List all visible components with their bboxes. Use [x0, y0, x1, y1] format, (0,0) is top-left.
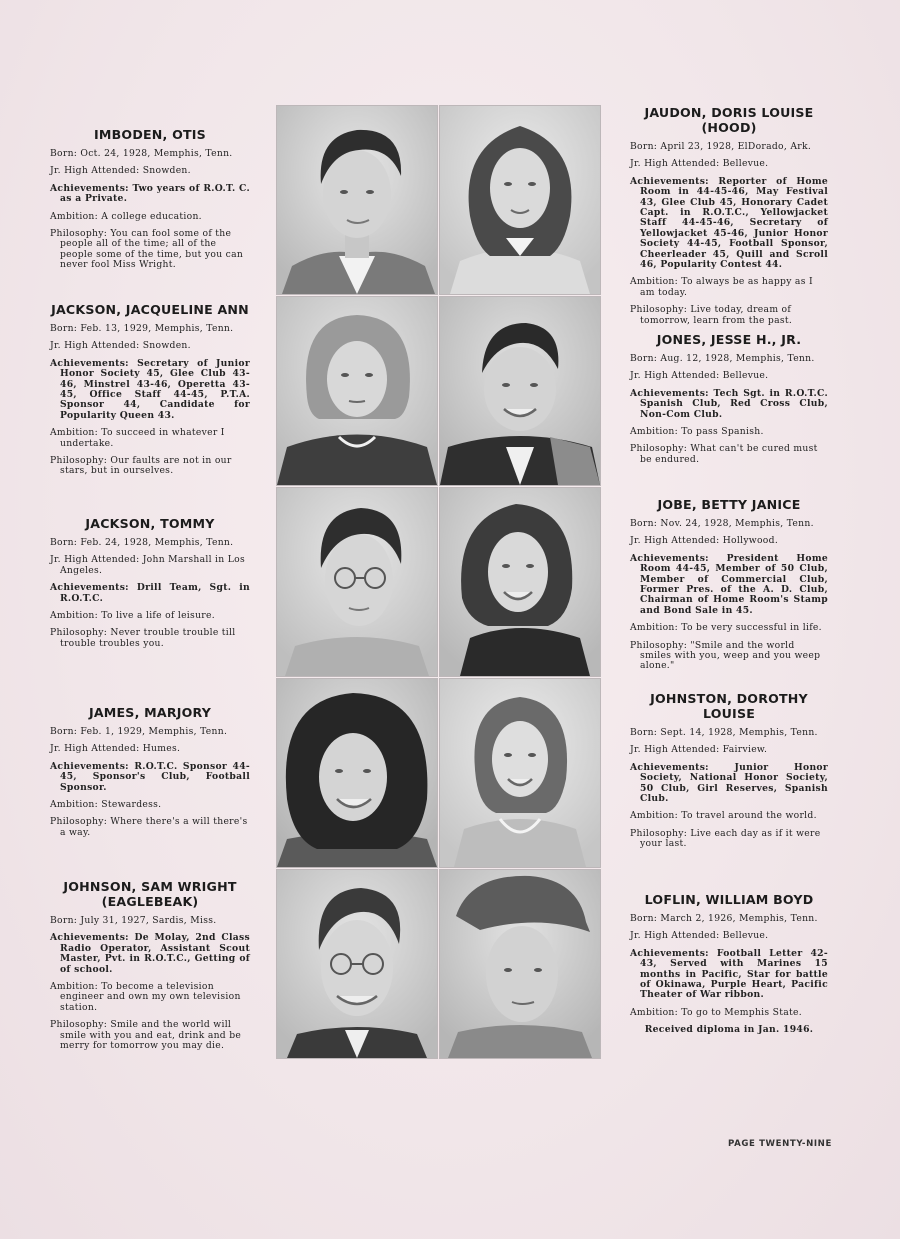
philosophy-line: Philosophy: What can't be cured must be endured.: [630, 443, 818, 465]
achievements-line: Achievements: Football Letter 42-43, Served with Marines 15 months in Pacific, Star for battle of Okinawa, Purple Heart, Pacific Theater of War ribbon.: [630, 947, 828, 1001]
portrait-photo: [439, 678, 601, 868]
ambition-line: Ambition: To become a television engineer and own my own television station.: [50, 981, 241, 1013]
philosophy-line: Philosophy: Our faults are not in our stars, but in ourselves.: [50, 455, 232, 477]
ambition-line: Ambition: To be very successful in life.: [630, 622, 822, 634]
philosophy-line: Philosophy: Smile and the world will smile with you and eat, drink and be merry for tomorrow you may die.: [50, 1019, 242, 1052]
achievements-line: Achievements: Junior Honor Society, National Honor Society, 50 Club, Girl Reserves, Spanish Club.: [630, 761, 828, 805]
philosophy-line: Philosophy: You can fool some of the people all of the time; all of the people some of the time, but you can never fool Miss Wright.: [50, 228, 244, 271]
ambition-line: Ambition: To live a life of leisure.: [50, 610, 215, 622]
student-entry-jackson-tommy: [50, 516, 250, 656]
student-name: JAUDON, DORIS LOUISE (HOOD): [644, 105, 814, 135]
portrait-photo: [276, 869, 438, 1059]
student-name: JAMES, MARJORY: [88, 705, 212, 720]
student-entry-johnston: [630, 691, 828, 857]
jr-high-line: Jr. High Attended: Bellevue.: [630, 370, 769, 382]
ambition-line: Ambition: To succeed in whatever I undertake.: [50, 427, 225, 449]
achievements-line: Achievements: Two years of R.O.T. C. as a Private.: [50, 182, 250, 205]
ambition-line: Ambition: To pass Spanish.: [630, 426, 764, 438]
ambition-line: Ambition: To travel around the world.: [630, 810, 817, 822]
born-line: Born: Aug. 12, 1928, Memphis, Tenn.: [630, 353, 815, 364]
portrait-photo: [276, 487, 438, 677]
philosophy-line: Philosophy: Live today, dream of tomorrow, learn from the past.: [630, 304, 793, 326]
student-entry-johnson: [50, 879, 250, 1058]
student-entry-imboden: [50, 127, 250, 278]
student-entry-jones: [630, 332, 828, 472]
achievements-line: Achievements: R.O.T.C. Sponsor 44-45, Sponsor's Club, Football Sponsor.: [50, 760, 250, 793]
achievements-line: Achievements: Tech Sgt. in R.O.T.C. Spanish Club, Red Cross Club, Non-Com Club.: [630, 387, 828, 420]
student-entry-jackson-jacqueline: [50, 302, 250, 484]
student-entry-jobe: [630, 497, 828, 679]
philosophy-line: Philosophy: Live each day as if it were your last.: [630, 827, 821, 850]
born-line: Born: Feb. 13, 1929, Memphis, Tenn.: [50, 323, 234, 334]
photo-grid: [276, 105, 602, 1060]
ambition-line: Ambition: Stewardess.: [50, 799, 162, 811]
born-line: Born: July 31, 1927, Sardis, Miss.: [50, 915, 217, 926]
born-line: Born: Feb. 1, 1929, Memphis, Tenn.: [50, 726, 228, 737]
portrait-photo: [439, 105, 601, 295]
jr-high-line: Jr. High Attended: Bellevue.: [630, 930, 769, 942]
student-entry-jaudon: [630, 105, 828, 333]
born-line: Born: Feb. 24, 1928, Memphis, Tenn.: [50, 537, 234, 548]
born-line: Born: April 23, 1928, ElDorado, Ark.: [630, 141, 812, 152]
portrait-photo: [439, 487, 601, 677]
jr-high-line: Jr. High Attended: Bellevue.: [630, 158, 769, 170]
achievements-line: Achievements: Secretary of Junior Honor Society 45, Glee Club 43-46, Minstrel 43-46, Operetta 43-45, Office Staff 44-45, P.T.A. Sponsor 44, Candidate for Popularity Queen 43.: [50, 357, 250, 421]
born-line: Born: Nov. 24, 1928, Memphis, Tenn.: [630, 518, 814, 529]
born-line: Born: Sept. 14, 1928, Memphis, Tenn.: [630, 727, 818, 738]
student-name: IMBODEN, OTIS: [94, 127, 206, 142]
student-name: JOHNSON, SAM WRIGHT (EAGLEBEAK): [63, 879, 237, 909]
portrait-photo: [276, 105, 438, 295]
student-name: JOHNSTON, DOROTHY LOUISE: [650, 691, 808, 721]
philosophy-line: Philosophy: Never trouble trouble till trouble troubles you.: [50, 627, 236, 649]
student-entry-loflin: [630, 892, 828, 1043]
diploma-note: Received diploma in Jan. 1946.: [644, 1024, 814, 1036]
student-name: JACKSON, TOMMY: [85, 516, 215, 531]
born-line: Born: March 2, 1926, Memphis, Tenn.: [630, 913, 818, 924]
jr-high-line: Jr. High Attended: Humes.: [50, 743, 181, 755]
achievements-line: Achievements: President Home Room 44-45, Member of 50 Club, Member of Commercial Club, Former Pres. of the A. D. Club, Chairman of Home Room's Stamp and Bond Sale in 45.: [630, 552, 828, 616]
jr-high-line: Jr. High Attended: John Marshall in Los Angeles.: [50, 554, 245, 576]
student-name: JONES, JESSE H., JR.: [656, 332, 802, 347]
achievements-line: Achievements: Drill Team, Sgt. in R.O.T.C.: [50, 582, 250, 604]
student-name: JACKSON, JACQUELINE ANN: [51, 302, 249, 317]
philosophy-line: Philosophy: Where there's a will there's a way.: [50, 816, 248, 838]
achievements-line: Achievements: Reporter of Home Room in 44-45-46, May Festival 43, Glee Club 45, Honorary Cadet Capt. in R.O.T.C., Yellowjacket Staff 44-45-46, Secretary of Yellowjacket 45-46, Junior Honor Society 44-45, Football Sponsor, Cheerleader 45, Quill and Scroll 46, Popularity Contest 44.: [630, 175, 828, 271]
student-name: LOFLIN, WILLIAM BOYD: [644, 892, 814, 907]
portrait-photo: [439, 296, 601, 486]
student-name: JOBE, BETTY JANICE: [657, 497, 801, 512]
jr-high-line: Jr. High Attended: Snowden.: [50, 165, 191, 177]
page-number: PAGE TWENTY-NINE: [728, 1139, 832, 1149]
jr-high-line: Jr. High Attended: Fairview.: [630, 744, 768, 756]
jr-high-line: Jr. High Attended: Snowden.: [50, 340, 191, 352]
ambition-line: Ambition: To always be as happy as I am today.: [630, 276, 813, 298]
portrait-photo: [276, 296, 438, 486]
portrait-photo: [276, 678, 438, 868]
portrait-photo: [439, 869, 601, 1059]
student-entry-james: [50, 705, 250, 845]
ambition-line: Ambition: A college education.: [50, 210, 202, 222]
philosophy-line: Philosophy: "Smile and the world smiles with you, weep and you weep alone.": [630, 639, 821, 672]
ambition-line: Ambition: To go to Memphis State.: [630, 1006, 802, 1018]
jr-high-line: Jr. High Attended: Hollywood.: [630, 535, 779, 547]
born-line: Born: Oct. 24, 1928, Memphis, Tenn.: [50, 148, 233, 159]
achievements-line: Achievements: De Molay, 2nd Class Radio Operator, Assistant Scout Master, Pvt. in R.O.T.C., Getting of of school.: [50, 932, 250, 975]
